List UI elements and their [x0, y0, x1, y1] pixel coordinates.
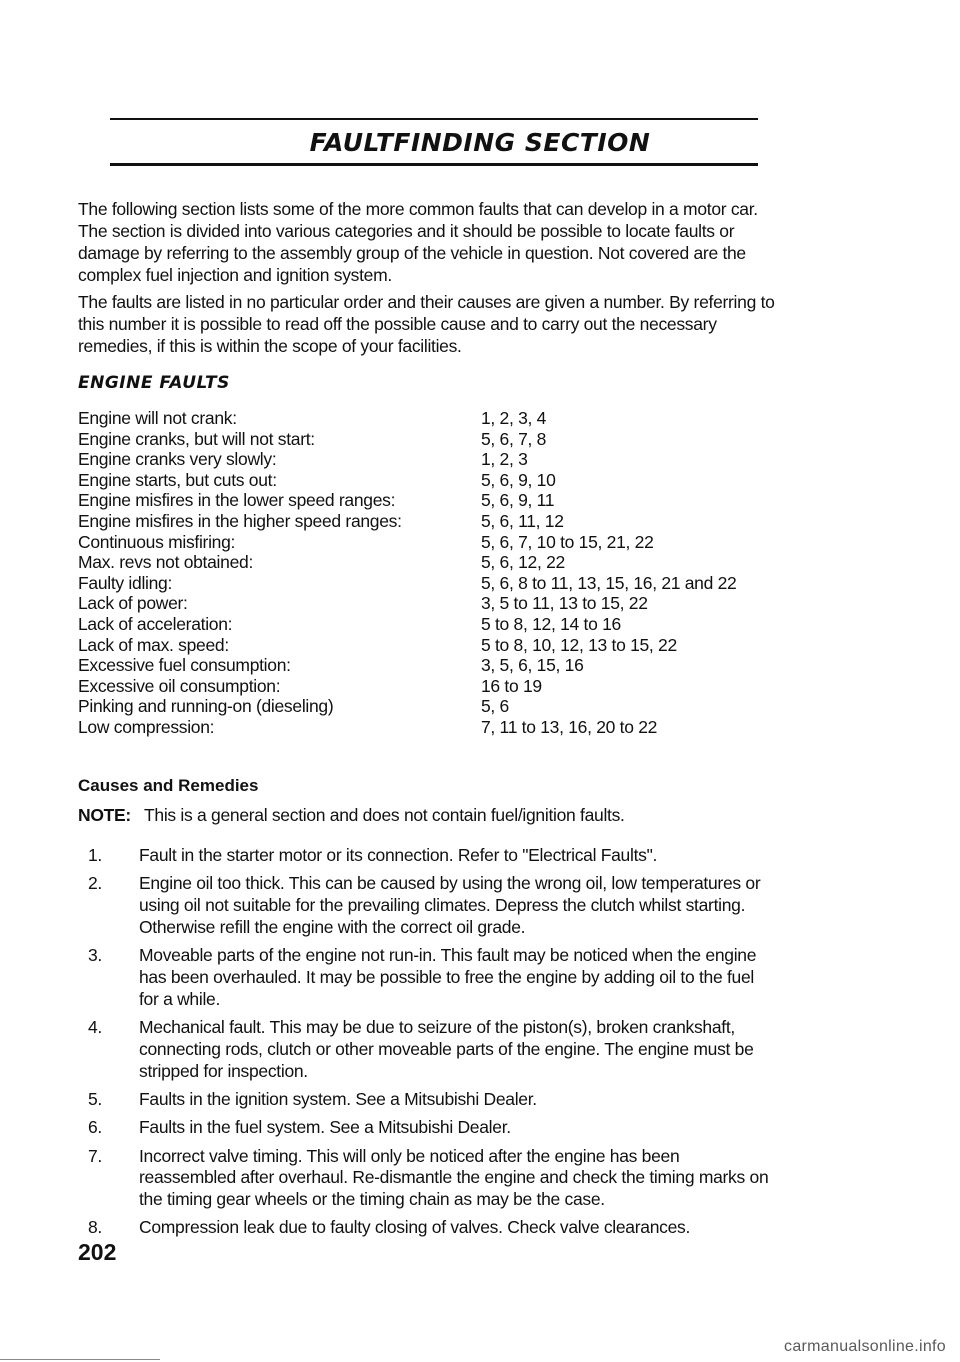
note-text: This is a general section and does not contain fuel/ignition faults.: [144, 805, 625, 825]
fault-label: Engine cranks very slowly:: [78, 449, 277, 470]
remedy-text: Compression leak due to faulty closing of valves. Check valve clearances.: [139, 1217, 691, 1238]
remedy-text: Faults in the fuel system. See a Mitsubishi Dealer.: [139, 1117, 511, 1138]
fault-label: Faulty idling:: [78, 572, 173, 593]
fault-label: Engine misfires in the lower speed ranges:: [78, 490, 396, 511]
remedy-item: [78, 1146, 778, 1211]
fault-causes: 3, 5, 6, 15, 16: [481, 655, 584, 676]
engine-faults-table: [78, 408, 778, 738]
fault-row: [78, 573, 778, 594]
header-rule-bottom: [110, 163, 758, 166]
fault-label: Lack of power:: [78, 593, 188, 614]
remedy-number: 6.: [88, 1117, 102, 1138]
remedy-text: Fault in the starter motor or its connection. Refer to "Electrical Faults".: [139, 845, 658, 865]
fault-row: [78, 635, 778, 656]
fault-label: Lack of max. speed:: [78, 634, 229, 655]
fault-row: [78, 676, 778, 697]
fault-causes: 5, 6, 9, 10: [481, 469, 556, 490]
section-title: FAULTFINDING SECTION: [309, 128, 651, 157]
fault-row: [78, 614, 778, 635]
fault-row: [78, 511, 778, 532]
watermark: carmanualsonline.info: [784, 1338, 946, 1355]
fault-row: [78, 552, 778, 573]
remedy-item: [78, 873, 778, 938]
fault-row: [78, 655, 778, 676]
remedy-item: [78, 1089, 778, 1111]
note: [78, 805, 625, 826]
remedy-number: 7.: [88, 1145, 102, 1166]
page-number: 202: [78, 1239, 117, 1265]
fault-causes: 5, 6, 7, 10 to 15, 21, 22: [481, 531, 654, 552]
fault-causes: 5, 6: [481, 696, 509, 717]
fault-row: [78, 717, 778, 738]
fault-label: Excessive oil consumption:: [78, 675, 281, 696]
fault-label: Excessive fuel consumption:: [78, 655, 291, 676]
fault-causes: 5, 6, 7, 8: [481, 428, 547, 449]
remedy-number: 4.: [88, 1017, 102, 1038]
fault-label: Engine cranks, but will not start:: [78, 428, 315, 449]
fault-row: [78, 593, 778, 614]
fault-row: [78, 449, 778, 470]
remedy-item: [78, 1017, 778, 1082]
fault-causes: 5, 6, 11, 12: [481, 510, 564, 531]
causes-heading: Causes and Remedies: [78, 776, 259, 795]
engine-faults-title: ENGINE FAULTS: [78, 373, 230, 393]
remedy-item: [78, 1117, 778, 1139]
fault-causes: 5 to 8, 10, 12, 13 to 15, 22: [481, 634, 677, 655]
fault-row: [78, 470, 778, 491]
remedy-number: 1.: [88, 845, 102, 865]
remedy-item: [78, 945, 778, 1010]
fault-causes: 7, 11 to 13, 16, 20 to 22: [481, 716, 658, 737]
fault-label: Lack of acceleration:: [78, 613, 233, 634]
header-rule-top: [110, 118, 758, 120]
remedy-text: Moveable parts of the engine not run-in. This fault may be noticed when the engine has been overhauled. It may be possible to free the engine by adding oil to the fuel for a while.: [139, 945, 757, 1009]
remedy-number: 2.: [88, 873, 102, 894]
fault-label: Engine starts, but cuts out:: [78, 469, 277, 490]
intro-paragraph: The following section lists some of the more common faults that can develop in a motor car. The section is divided into various categories and it should be possible to locate faults or damage by referring to the assembly group of the vehicle in question. Not covered are the complex fuel injection and ignition system.: [78, 199, 758, 285]
remedy-item: [78, 1217, 778, 1239]
fault-causes: 16 to 19: [481, 675, 542, 696]
fault-causes: 3, 5 to 11, 13 to 15, 22: [481, 593, 648, 614]
fault-causes: 5, 6, 12, 22: [481, 552, 565, 573]
fault-label: Low compression:: [78, 716, 215, 737]
remedy-text: Mechanical fault. This may be due to seizure of the piston(s), broken crankshaft, connecting rods, clutch or other moveable parts of the engine. The engine must be stripped for inspection.: [139, 1017, 754, 1081]
fault-causes: 5 to 8, 12, 14 to 16: [481, 613, 621, 634]
remedy-number: 5.: [88, 1088, 102, 1109]
fault-row: [78, 532, 778, 553]
note-label: NOTE:: [78, 805, 131, 825]
remedy-text: Faults in the ignition system. See a Mitsubishi Dealer.: [139, 1088, 537, 1109]
fault-causes: 5, 6, 8 to 11, 13, 15, 16, 21 and 22: [481, 572, 737, 593]
remedy-number: 8.: [88, 1217, 102, 1238]
fault-causes: 1, 2, 3: [481, 449, 528, 470]
fault-causes: 1, 2, 3, 4: [481, 408, 547, 428]
intro-text: [78, 198, 778, 362]
fault-label: Engine will not crank:: [78, 408, 237, 428]
remedies-list: [78, 845, 778, 1246]
fault-row: [78, 490, 778, 511]
remedy-text: Engine oil too thick. This can be caused by using the wrong oil, low temperatures or using oil not suitable for the prevailing climates. Depress the clutch whilst starting. Otherwise refill the engine with the correct oil grade.: [139, 873, 761, 937]
fault-label: Continuous misfiring:: [78, 531, 236, 552]
fault-label: Pinking and running-on (dieseling): [78, 696, 334, 717]
footer-rule: [0, 1359, 160, 1360]
fault-label: Max. revs not obtained:: [78, 552, 254, 573]
fault-row: [78, 408, 778, 429]
remedy-number: 3.: [88, 945, 102, 966]
fault-causes: 5, 6, 9, 11: [481, 490, 555, 511]
intro-paragraph: The faults are listed in no particular order and their causes are given a number. By referring to this number it is possible to read off the possible cause and to carry out the necessary remedies, if this is within the scope of your facilities.: [78, 292, 775, 356]
fault-row: [78, 696, 778, 717]
fault-label: Engine misfires in the higher speed ranges:: [78, 510, 402, 531]
remedy-text: Incorrect valve timing. This will only be noticed after the engine has been reassembled after overhaul. Re-dismantle the engine and check the timing marks on the timing gear wheels or the timing chain as may be the case.: [139, 1145, 769, 1210]
remedy-item: [78, 845, 778, 867]
fault-row: [78, 429, 778, 450]
